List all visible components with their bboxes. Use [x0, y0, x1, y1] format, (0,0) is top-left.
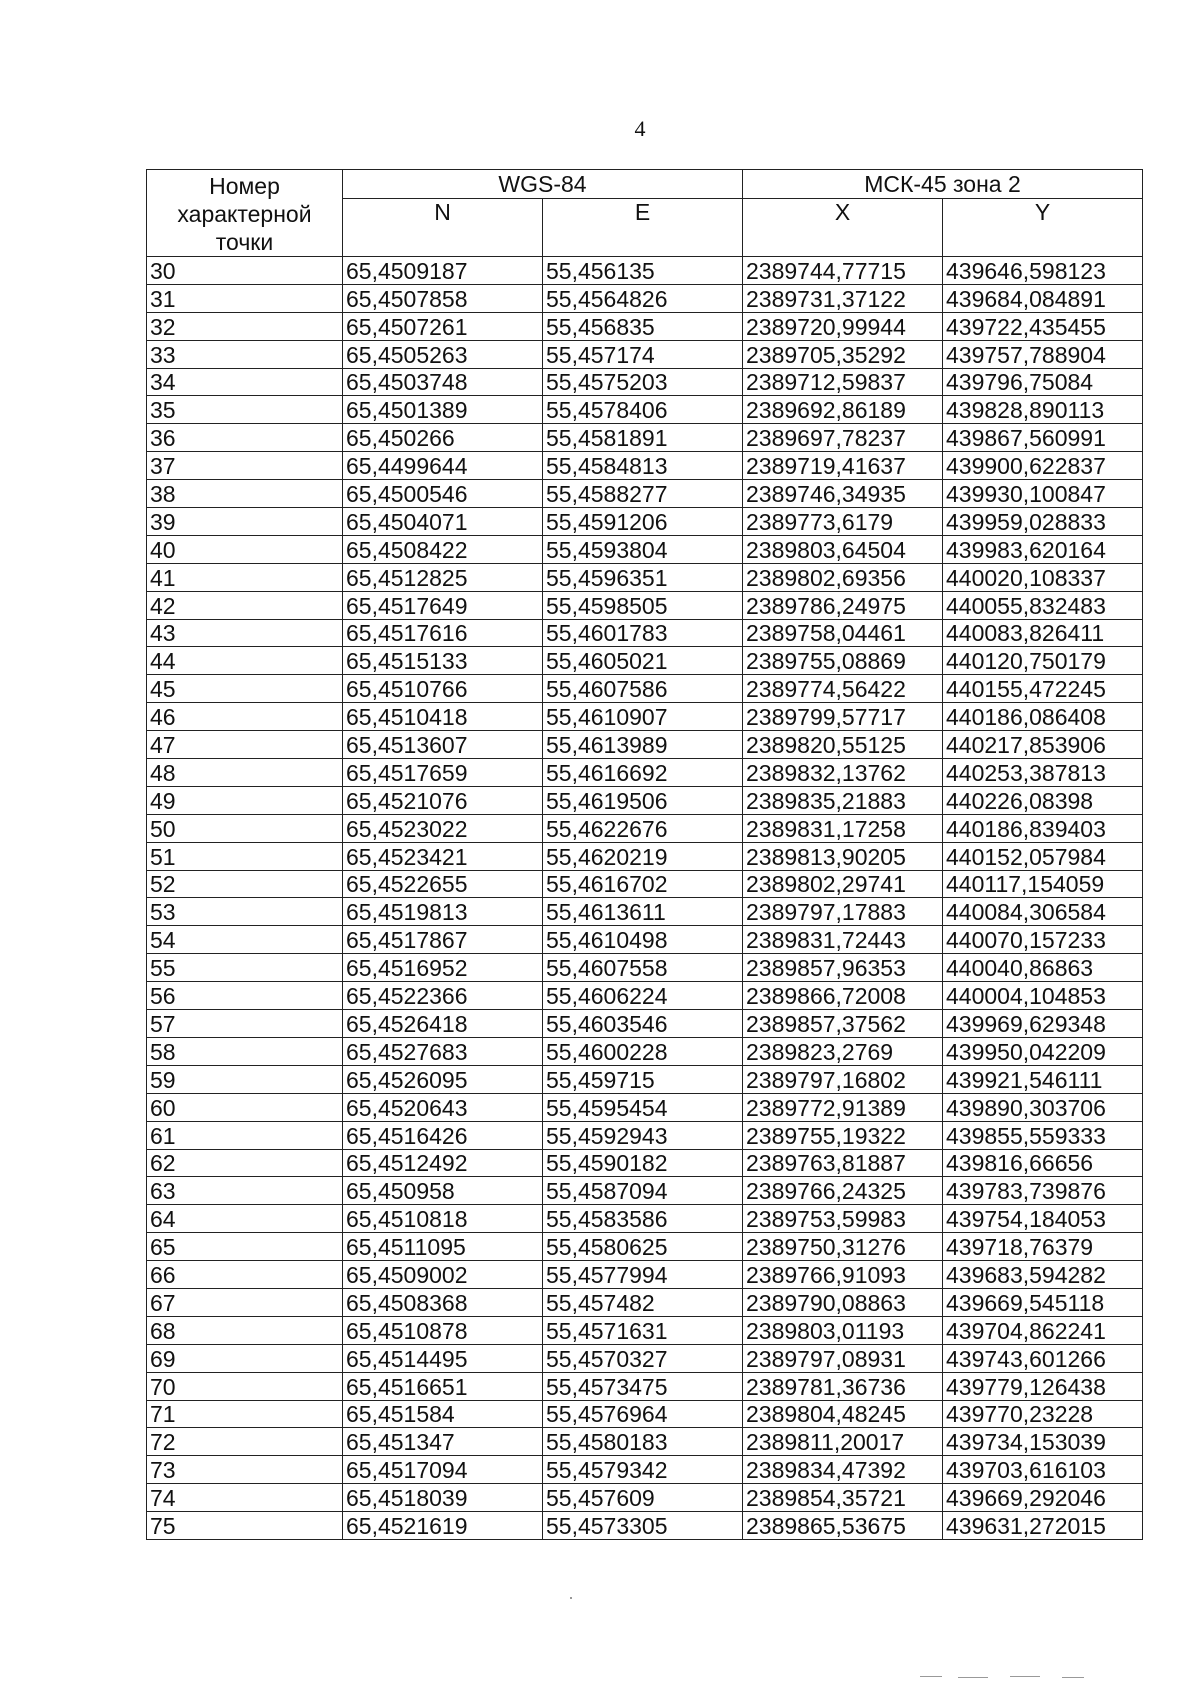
- wgs84-e-cell: 55,4601783: [543, 619, 743, 647]
- wgs84-e-cell: 55,4571631: [543, 1316, 743, 1344]
- msk45-x-cell: 2389802,29741: [743, 870, 943, 898]
- wgs84-n-cell: 65,4500546: [343, 480, 543, 508]
- msk45-x-cell: 2389746,34935: [743, 480, 943, 508]
- table-row: [147, 1177, 1143, 1205]
- table-row: [147, 563, 1143, 591]
- wgs84-e-cell: 55,456835: [543, 312, 743, 340]
- point-number-cell: 70: [147, 1372, 343, 1400]
- page-number: 4: [634, 116, 646, 141]
- table-row: [147, 1065, 1143, 1093]
- table-row: [147, 340, 1143, 368]
- wgs84-e-cell: 55,4616702: [543, 870, 743, 898]
- wgs84-e-cell: 55,4613989: [543, 731, 743, 759]
- msk45-x-cell: 2389758,04461: [743, 619, 943, 647]
- msk45-y-cell: 439754,184053: [943, 1205, 1143, 1233]
- wgs84-n-cell: 65,4499644: [343, 452, 543, 480]
- header-x: X: [743, 199, 943, 257]
- msk45-x-cell: 2389797,16802: [743, 1065, 943, 1093]
- wgs84-n-cell: 65,4520643: [343, 1093, 543, 1121]
- point-number-cell: 51: [147, 842, 343, 870]
- wgs84-n-cell: 65,4508368: [343, 1288, 543, 1316]
- msk45-y-cell: 440186,839403: [943, 814, 1143, 842]
- point-number-cell: 58: [147, 1037, 343, 1065]
- table-row: [147, 1149, 1143, 1177]
- msk45-y-cell: 439983,620164: [943, 535, 1143, 563]
- wgs84-e-cell: 55,459715: [543, 1065, 743, 1093]
- wgs84-e-cell: 55,4570327: [543, 1344, 743, 1372]
- wgs84-n-cell: 65,4522366: [343, 982, 543, 1010]
- table-row: [147, 1456, 1143, 1484]
- point-number-cell: 59: [147, 1065, 343, 1093]
- wgs84-e-cell: 55,4575203: [543, 368, 743, 396]
- point-number-cell: 73: [147, 1456, 343, 1484]
- msk45-x-cell: 2389803,01193: [743, 1316, 943, 1344]
- msk45-y-cell: 439816,66656: [943, 1149, 1143, 1177]
- msk45-y-cell: 440186,086408: [943, 703, 1143, 731]
- msk45-x-cell: 2389865,53675: [743, 1512, 943, 1540]
- msk45-y-cell: 440226,08398: [943, 786, 1143, 814]
- table-row: [147, 1261, 1143, 1289]
- wgs84-n-cell: 65,4513607: [343, 731, 543, 759]
- msk45-y-cell: 439683,594282: [943, 1261, 1143, 1289]
- wgs84-n-cell: 65,4521619: [343, 1512, 543, 1540]
- wgs84-e-cell: 55,4598505: [543, 591, 743, 619]
- msk45-x-cell: 2389772,91389: [743, 1093, 943, 1121]
- table-row: [147, 1233, 1143, 1261]
- table-row: [147, 1372, 1143, 1400]
- msk45-x-cell: 2389766,24325: [743, 1177, 943, 1205]
- msk45-x-cell: 2389857,37562: [743, 1010, 943, 1038]
- wgs84-n-cell: 65,4521076: [343, 786, 543, 814]
- wgs84-e-cell: 55,4590182: [543, 1149, 743, 1177]
- msk45-y-cell: 440070,157233: [943, 926, 1143, 954]
- msk45-x-cell: 2389857,96353: [743, 954, 943, 982]
- table-row: [147, 1344, 1143, 1372]
- header-y: Y: [943, 199, 1143, 257]
- msk45-x-cell: 2389712,59837: [743, 368, 943, 396]
- wgs84-n-cell: 65,4510418: [343, 703, 543, 731]
- table-row: [147, 1428, 1143, 1456]
- point-number-cell: 43: [147, 619, 343, 647]
- msk45-y-cell: 440040,86863: [943, 954, 1143, 982]
- table-row: [147, 926, 1143, 954]
- scan-mark: [1062, 1677, 1084, 1678]
- wgs84-e-cell: 55,4620219: [543, 842, 743, 870]
- point-number-cell: 42: [147, 591, 343, 619]
- msk45-y-cell: 439969,629348: [943, 1010, 1143, 1038]
- msk45-y-cell: 439890,303706: [943, 1093, 1143, 1121]
- msk45-x-cell: 2389834,47392: [743, 1456, 943, 1484]
- scan-speck: [570, 1597, 572, 1599]
- wgs84-n-cell: 65,4512825: [343, 563, 543, 591]
- wgs84-n-cell: 65,4504071: [343, 508, 543, 536]
- point-number-cell: 50: [147, 814, 343, 842]
- point-number-cell: 35: [147, 396, 343, 424]
- wgs84-n-cell: 65,4505263: [343, 340, 543, 368]
- point-number-cell: 44: [147, 647, 343, 675]
- msk45-y-cell: 439828,890113: [943, 396, 1143, 424]
- msk45-x-cell: 2389854,35721: [743, 1484, 943, 1512]
- scan-mark: [1010, 1676, 1040, 1677]
- point-number-cell: 46: [147, 703, 343, 731]
- table-row: [147, 814, 1143, 842]
- point-number-cell: 71: [147, 1400, 343, 1428]
- table-row: [147, 480, 1143, 508]
- table-row: [147, 759, 1143, 787]
- wgs84-n-cell: 65,4507858: [343, 284, 543, 312]
- wgs84-n-cell: 65,4510878: [343, 1316, 543, 1344]
- wgs84-n-cell: 65,4516426: [343, 1121, 543, 1149]
- msk45-y-cell: 439646,598123: [943, 257, 1143, 285]
- table-row: [147, 508, 1143, 536]
- point-number-cell: 34: [147, 368, 343, 396]
- msk45-x-cell: 2389820,55125: [743, 731, 943, 759]
- wgs84-n-cell: 65,450266: [343, 424, 543, 452]
- msk45-x-cell: 2389744,77715: [743, 257, 943, 285]
- msk45-x-cell: 2389774,56422: [743, 675, 943, 703]
- wgs84-e-cell: 55,4579342: [543, 1456, 743, 1484]
- table-row: [147, 619, 1143, 647]
- table-row: [147, 535, 1143, 563]
- msk45-y-cell: 439757,788904: [943, 340, 1143, 368]
- point-number-cell: 66: [147, 1261, 343, 1289]
- point-number-cell: 69: [147, 1344, 343, 1372]
- msk45-x-cell: 2389797,08931: [743, 1344, 943, 1372]
- msk45-x-cell: 2389802,69356: [743, 563, 943, 591]
- table-row: [147, 842, 1143, 870]
- msk45-y-cell: 440217,853906: [943, 731, 1143, 759]
- wgs84-e-cell: 55,4616692: [543, 759, 743, 787]
- msk45-y-cell: 440155,472245: [943, 675, 1143, 703]
- table-row: [147, 368, 1143, 396]
- point-number-cell: 55: [147, 954, 343, 982]
- point-number-cell: 72: [147, 1428, 343, 1456]
- wgs84-e-cell: 55,4593804: [543, 535, 743, 563]
- table-row: [147, 257, 1143, 285]
- table-row: [147, 898, 1143, 926]
- msk45-y-cell: 439796,75084: [943, 368, 1143, 396]
- wgs84-e-cell: 55,4580183: [543, 1428, 743, 1456]
- table-row: [147, 591, 1143, 619]
- wgs84-e-cell: 55,457609: [543, 1484, 743, 1512]
- msk45-y-cell: 439669,545118: [943, 1288, 1143, 1316]
- wgs84-e-cell: 55,4578406: [543, 396, 743, 424]
- header-e: E: [543, 199, 743, 257]
- msk45-y-cell: 439959,028833: [943, 508, 1143, 536]
- point-number-cell: 48: [147, 759, 343, 787]
- msk45-y-cell: 440253,387813: [943, 759, 1143, 787]
- table-row: [147, 1288, 1143, 1316]
- wgs84-e-cell: 55,457174: [543, 340, 743, 368]
- msk45-x-cell: 2389811,20017: [743, 1428, 943, 1456]
- table-row: [147, 396, 1143, 424]
- point-number-cell: 41: [147, 563, 343, 591]
- wgs84-e-cell: 55,4588277: [543, 480, 743, 508]
- table-row: [147, 1484, 1143, 1512]
- msk45-y-cell: 439684,084891: [943, 284, 1143, 312]
- wgs84-n-cell: 65,4523022: [343, 814, 543, 842]
- msk45-y-cell: 440083,826411: [943, 619, 1143, 647]
- point-number-cell: 64: [147, 1205, 343, 1233]
- point-number-cell: 40: [147, 535, 343, 563]
- msk45-x-cell: 2389786,24975: [743, 591, 943, 619]
- msk45-x-cell: 2389766,91093: [743, 1261, 943, 1289]
- wgs84-n-cell: 65,4508422: [343, 535, 543, 563]
- point-number-cell: 62: [147, 1149, 343, 1177]
- wgs84-n-cell: 65,4507261: [343, 312, 543, 340]
- msk45-y-cell: 440152,057984: [943, 842, 1143, 870]
- msk45-x-cell: 2389755,19322: [743, 1121, 943, 1149]
- msk45-x-cell: 2389719,41637: [743, 452, 943, 480]
- header-point-number: Номер характерной точки: [147, 170, 343, 257]
- wgs84-e-cell: 55,4607558: [543, 954, 743, 982]
- table-row: [147, 870, 1143, 898]
- point-number-cell: 31: [147, 284, 343, 312]
- wgs84-n-cell: 65,4511095: [343, 1233, 543, 1261]
- msk45-y-cell: 439855,559333: [943, 1121, 1143, 1149]
- wgs84-n-cell: 65,4510818: [343, 1205, 543, 1233]
- wgs84-n-cell: 65,4517659: [343, 759, 543, 787]
- wgs84-e-cell: 55,4591206: [543, 508, 743, 536]
- point-number-cell: 37: [147, 452, 343, 480]
- wgs84-n-cell: 65,4526418: [343, 1010, 543, 1038]
- scan-mark: [958, 1677, 988, 1678]
- wgs84-n-cell: 65,4509187: [343, 257, 543, 285]
- table-row: [147, 982, 1143, 1010]
- wgs84-n-cell: 65,4526095: [343, 1065, 543, 1093]
- msk45-x-cell: 2389692,86189: [743, 396, 943, 424]
- wgs84-e-cell: 55,4580625: [543, 1233, 743, 1261]
- msk45-x-cell: 2389755,08869: [743, 647, 943, 675]
- scan-mark: [920, 1676, 942, 1677]
- point-number-cell: 61: [147, 1121, 343, 1149]
- msk45-y-cell: 439867,560991: [943, 424, 1143, 452]
- msk45-x-cell: 2389835,21883: [743, 786, 943, 814]
- msk45-x-cell: 2389832,13762: [743, 759, 943, 787]
- table-row: [147, 424, 1143, 452]
- point-number-cell: 47: [147, 731, 343, 759]
- point-number-cell: 30: [147, 257, 343, 285]
- msk45-y-cell: 439743,601266: [943, 1344, 1143, 1372]
- msk45-x-cell: 2389831,72443: [743, 926, 943, 954]
- table-row: [147, 1400, 1143, 1428]
- point-number-cell: 67: [147, 1288, 343, 1316]
- msk45-y-cell: 439779,126438: [943, 1372, 1143, 1400]
- msk45-y-cell: 439631,272015: [943, 1512, 1143, 1540]
- msk45-x-cell: 2389753,59983: [743, 1205, 943, 1233]
- msk45-y-cell: 439703,616103: [943, 1456, 1143, 1484]
- wgs84-n-cell: 65,4516952: [343, 954, 543, 982]
- msk45-y-cell: 439722,435455: [943, 312, 1143, 340]
- point-number-cell: 65: [147, 1233, 343, 1261]
- wgs84-e-cell: 55,4595454: [543, 1093, 743, 1121]
- msk45-x-cell: 2389831,17258: [743, 814, 943, 842]
- msk45-x-cell: 2389773,6179: [743, 508, 943, 536]
- msk45-y-cell: 440055,832483: [943, 591, 1143, 619]
- point-number-cell: 75: [147, 1512, 343, 1540]
- wgs84-e-cell: 55,457482: [543, 1288, 743, 1316]
- wgs84-e-cell: 55,4573475: [543, 1372, 743, 1400]
- header-wgs84: WGS-84: [343, 170, 743, 199]
- wgs84-n-cell: 65,4516651: [343, 1372, 543, 1400]
- msk45-y-cell: 440117,154059: [943, 870, 1143, 898]
- msk45-x-cell: 2389705,35292: [743, 340, 943, 368]
- wgs84-n-cell: 65,4517649: [343, 591, 543, 619]
- point-number-cell: 63: [147, 1177, 343, 1205]
- wgs84-e-cell: 55,4573305: [543, 1512, 743, 1540]
- point-number-cell: 36: [147, 424, 343, 452]
- wgs84-n-cell: 65,4514495: [343, 1344, 543, 1372]
- table-header: [147, 170, 1143, 257]
- wgs84-e-cell: 55,4577994: [543, 1261, 743, 1289]
- wgs84-n-cell: 65,4515133: [343, 647, 543, 675]
- table-row: [147, 703, 1143, 731]
- msk45-y-cell: 439900,622837: [943, 452, 1143, 480]
- table-row: [147, 731, 1143, 759]
- wgs84-n-cell: 65,4510766: [343, 675, 543, 703]
- msk45-x-cell: 2389750,31276: [743, 1233, 943, 1261]
- wgs84-n-cell: 65,4522655: [343, 870, 543, 898]
- msk45-x-cell: 2389797,17883: [743, 898, 943, 926]
- table-row: [147, 1010, 1143, 1038]
- point-number-cell: 74: [147, 1484, 343, 1512]
- msk45-y-cell: 439930,100847: [943, 480, 1143, 508]
- msk45-x-cell: 2389823,2769: [743, 1037, 943, 1065]
- wgs84-e-cell: 55,4622676: [543, 814, 743, 842]
- msk45-y-cell: 439770,23228: [943, 1400, 1143, 1428]
- table-row: [147, 1512, 1143, 1540]
- wgs84-n-cell: 65,4503748: [343, 368, 543, 396]
- wgs84-e-cell: 55,4576964: [543, 1400, 743, 1428]
- wgs84-n-cell: 65,4509002: [343, 1261, 543, 1289]
- point-number-cell: 52: [147, 870, 343, 898]
- msk45-x-cell: 2389803,64504: [743, 535, 943, 563]
- msk45-x-cell: 2389731,37122: [743, 284, 943, 312]
- msk45-x-cell: 2389866,72008: [743, 982, 943, 1010]
- msk45-x-cell: 2389804,48245: [743, 1400, 943, 1428]
- point-number-cell: 45: [147, 675, 343, 703]
- point-number-cell: 57: [147, 1010, 343, 1038]
- point-number-cell: 68: [147, 1316, 343, 1344]
- wgs84-e-cell: 55,4605021: [543, 647, 743, 675]
- wgs84-n-cell: 65,4518039: [343, 1484, 543, 1512]
- point-number-cell: 53: [147, 898, 343, 926]
- msk45-x-cell: 2389799,57717: [743, 703, 943, 731]
- wgs84-e-cell: 55,4583586: [543, 1205, 743, 1233]
- wgs84-e-cell: 55,456135: [543, 257, 743, 285]
- msk45-y-cell: 439704,862241: [943, 1316, 1143, 1344]
- msk45-y-cell: 440084,306584: [943, 898, 1143, 926]
- wgs84-n-cell: 65,4501389: [343, 396, 543, 424]
- table-row: [147, 1093, 1143, 1121]
- wgs84-e-cell: 55,4592943: [543, 1121, 743, 1149]
- wgs84-n-cell: 65,4517094: [343, 1456, 543, 1484]
- msk45-x-cell: 2389697,78237: [743, 424, 943, 452]
- wgs84-e-cell: 55,4596351: [543, 563, 743, 591]
- wgs84-e-cell: 55,4610498: [543, 926, 743, 954]
- wgs84-e-cell: 55,4610907: [543, 703, 743, 731]
- wgs84-e-cell: 55,4619506: [543, 786, 743, 814]
- table-row: [147, 786, 1143, 814]
- msk45-x-cell: 2389781,36736: [743, 1372, 943, 1400]
- point-number-cell: 56: [147, 982, 343, 1010]
- table-row: [147, 954, 1143, 982]
- table-row: [147, 1121, 1143, 1149]
- header-n: N: [343, 199, 543, 257]
- msk45-x-cell: 2389790,08863: [743, 1288, 943, 1316]
- msk45-y-cell: 439783,739876: [943, 1177, 1143, 1205]
- wgs84-n-cell: 65,4519813: [343, 898, 543, 926]
- wgs84-e-cell: 55,4603546: [543, 1010, 743, 1038]
- msk45-y-cell: 439718,76379: [943, 1233, 1143, 1261]
- wgs84-n-cell: 65,450958: [343, 1177, 543, 1205]
- wgs84-n-cell: 65,4527683: [343, 1037, 543, 1065]
- wgs84-e-cell: 55,4584813: [543, 452, 743, 480]
- msk45-x-cell: 2389720,99944: [743, 312, 943, 340]
- msk45-y-cell: 439734,153039: [943, 1428, 1143, 1456]
- header-msk45: МСК-45 зона 2: [743, 170, 1143, 199]
- point-number-cell: 49: [147, 786, 343, 814]
- point-number-cell: 60: [147, 1093, 343, 1121]
- table-row: [147, 675, 1143, 703]
- wgs84-n-cell: 65,451347: [343, 1428, 543, 1456]
- coordinates-table: [146, 169, 1143, 1540]
- wgs84-n-cell: 65,4512492: [343, 1149, 543, 1177]
- point-number-cell: 38: [147, 480, 343, 508]
- table-row: [147, 1316, 1143, 1344]
- msk45-y-cell: 439950,042209: [943, 1037, 1143, 1065]
- point-number-cell: 54: [147, 926, 343, 954]
- msk45-y-cell: 440020,108337: [943, 563, 1143, 591]
- wgs84-e-cell: 55,4607586: [543, 675, 743, 703]
- table-row: [147, 312, 1143, 340]
- wgs84-e-cell: 55,4564826: [543, 284, 743, 312]
- table-row: [147, 1205, 1143, 1233]
- msk45-y-cell: 439669,292046: [943, 1484, 1143, 1512]
- table-row: [147, 284, 1143, 312]
- wgs84-n-cell: 65,451584: [343, 1400, 543, 1428]
- wgs84-e-cell: 55,4600228: [543, 1037, 743, 1065]
- msk45-y-cell: 440004,104853: [943, 982, 1143, 1010]
- msk45-y-cell: 440120,750179: [943, 647, 1143, 675]
- wgs84-e-cell: 55,4581891: [543, 424, 743, 452]
- wgs84-e-cell: 55,4606224: [543, 982, 743, 1010]
- wgs84-n-cell: 65,4517867: [343, 926, 543, 954]
- msk45-y-cell: 439921,546111: [943, 1065, 1143, 1093]
- wgs84-e-cell: 55,4613611: [543, 898, 743, 926]
- wgs84-n-cell: 65,4523421: [343, 842, 543, 870]
- msk45-x-cell: 2389813,90205: [743, 842, 943, 870]
- table-row: [147, 647, 1143, 675]
- wgs84-e-cell: 55,4587094: [543, 1177, 743, 1205]
- table-row: [147, 452, 1143, 480]
- table-body: [147, 257, 1143, 1540]
- wgs84-n-cell: 65,4517616: [343, 619, 543, 647]
- point-number-cell: 33: [147, 340, 343, 368]
- point-number-cell: 39: [147, 508, 343, 536]
- msk45-x-cell: 2389763,81887: [743, 1149, 943, 1177]
- table-row: [147, 1037, 1143, 1065]
- point-number-cell: 32: [147, 312, 343, 340]
